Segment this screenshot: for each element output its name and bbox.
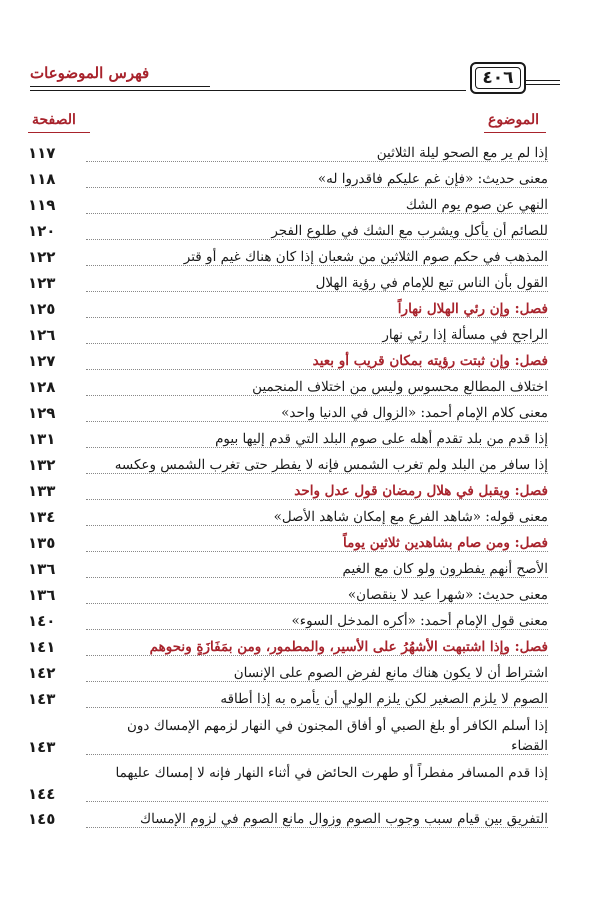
topic-title: اشتراط أن لا يكون هناك مانع لفرض الصوم على الإنسان [233,665,548,681]
topic-column-underline [484,132,546,133]
topic-title: معنى قول الإمام أحمد: «أكره المدخل السوء» [291,613,548,629]
toc-row [28,608,548,634]
topic-title: الأصح أنهم يفطرون ولو كان مع الغيم [342,561,548,577]
toc-row [28,270,548,296]
toc-row [28,426,548,452]
page-ref: ١١٧ [28,144,56,162]
table-of-contents [28,140,548,832]
topic-title: النهي عن صوم يوم الشك [405,197,548,213]
page-ref: ١٢٠ [28,222,56,240]
section-title: فصل: ومن صام بشاهدين ثلاثين يوماً [343,535,548,551]
page-ref: ١٤٤ [28,785,56,803]
topic-title: معنى قوله: «شاهد الفرع مع إمكان شاهد الأصل» [273,509,548,525]
toc-row [28,712,548,759]
topic-title: اختلاف المطالع محسوس وليس من اختلاف المنجمين [252,379,548,395]
header-rule-long [30,90,466,91]
topic-column-heading: الموضوع [488,112,539,128]
toc-row [28,556,548,582]
topic-title: الصوم لا يلزم الصغير لكن يلزم الولي أن يأمره به إذا أطاقه [220,691,548,707]
dot-leader [86,801,548,802]
toc-section-row [28,296,548,322]
page-ref: ١٢٨ [28,378,56,396]
toc-row [28,374,548,400]
section-title: فصل: وإن ثبتت رؤيته بمكان قريب أو بعيد [312,353,548,369]
topic-title: إذا قدم المسافر مفطراً أو طهرت الحائض في أثناء النهار فإنه لا إمساك عليهما [115,765,548,781]
topic-title: المذهب في حكم صوم الثلاثين من شعبان إذا كان هناك غيم أو قتر [183,249,548,265]
page-ref: ١٤١ [28,638,56,656]
toc-row [28,244,548,270]
toc-row [28,686,548,712]
page-ref: ١٤٠ [28,612,56,630]
toc-row [28,504,548,530]
page-column-underline [28,132,90,133]
section-title: فصل: ويقبل في هلال رمضان قول عدل واحد [294,483,548,499]
toc-row [28,400,548,426]
page-ref: ١٣٤ [28,508,56,526]
toc-row [28,759,548,806]
page-ref: ١٤٣ [28,738,56,756]
topic-title: إذا قدم من بلد تقدم أهله على صوم البلد التي قدم إليها بيوم [215,431,548,447]
page-number: ٤٠٦ [470,62,526,94]
page-column-heading: الصفحة [32,112,76,128]
page-ref: ١٣٣ [28,482,56,500]
toc-section-row [28,348,548,374]
topic-title: القول بأن الناس تبع للإمام في رؤية الهلال [315,275,548,291]
page-ref: ١٣٦ [28,560,56,578]
page-ref: ١٣٢ [28,456,56,474]
page-ref: ١٣٦ [28,586,56,604]
page-ref: ١١٨ [28,170,56,188]
page-ref: ١٢٢ [28,248,56,266]
page-ref: ١٢٩ [28,404,56,422]
toc-row [28,660,548,686]
topic-title: التفريق بين قيام سبب وجوب الصوم وزوال مانع الصوم في لزوم الإمساك [139,811,548,827]
topic-title: للصائم أن يأكل ويشرب مع الشك في طلوع الفجر [271,223,548,239]
page-ref: ١٣٥ [28,534,56,552]
page-ref: ١٢٥ [28,300,56,318]
topic-title: إذا لم ير مع الصحو ليلة الثلاثين [376,145,548,161]
topic-title: معنى كلام الإمام أحمد: «الزوال في الدنيا واحد» [281,405,548,421]
topic-title: إذا أسلم الكافر أو بلغ الصبي أو أفاق المجنون في النهار لزمهم الإمساك دون القضاء [126,718,548,754]
page-header [0,0,591,110]
page-ref: ١١٩ [28,196,56,214]
topic-title: إذا سافر من البلد ولم تغرب الشمس فإنه لا يفطر حتى تغرب الشمس وعكسه [114,457,548,473]
toc-row [28,140,548,166]
header-rule-right-2 [526,84,560,85]
page-ref: ١٣١ [28,430,56,448]
running-title: فهرس الموضوعات [30,64,150,82]
page-ref: ١٢٣ [28,274,56,292]
section-title: فصل: وإذا اشتبهت الأشهُرُ على الأسير، والمطمور، ومن بمَفَازَةٍ ونحوهم [149,639,548,655]
toc-row [28,452,548,478]
toc-row [28,166,548,192]
toc-row [28,218,548,244]
topic-title: معنى حديث: «فإن غم عليكم فاقدروا له» [317,171,548,187]
page-ref: ١٢٧ [28,352,56,370]
toc-row [28,322,548,348]
header-rule-left [30,86,210,87]
page-ref: ١٤٣ [28,690,56,708]
toc-section-row [28,634,548,660]
toc-section-row [28,478,548,504]
page-ref: ١٤٥ [28,810,56,828]
page-ref: ١٢٦ [28,326,56,344]
toc-section-row [28,530,548,556]
section-title: فصل: وإن رئي الهلال نهاراً [397,301,548,317]
topic-title: الراجح في مسألة إذا رئي نهار [382,327,548,343]
toc-row [28,192,548,218]
toc-row [28,806,548,832]
toc-row [28,582,548,608]
page-ref: ١٤٢ [28,664,56,682]
header-rule-right [526,80,560,81]
topic-title: معنى حديث: «شهرا عيد لا ينقصان» [347,587,548,603]
